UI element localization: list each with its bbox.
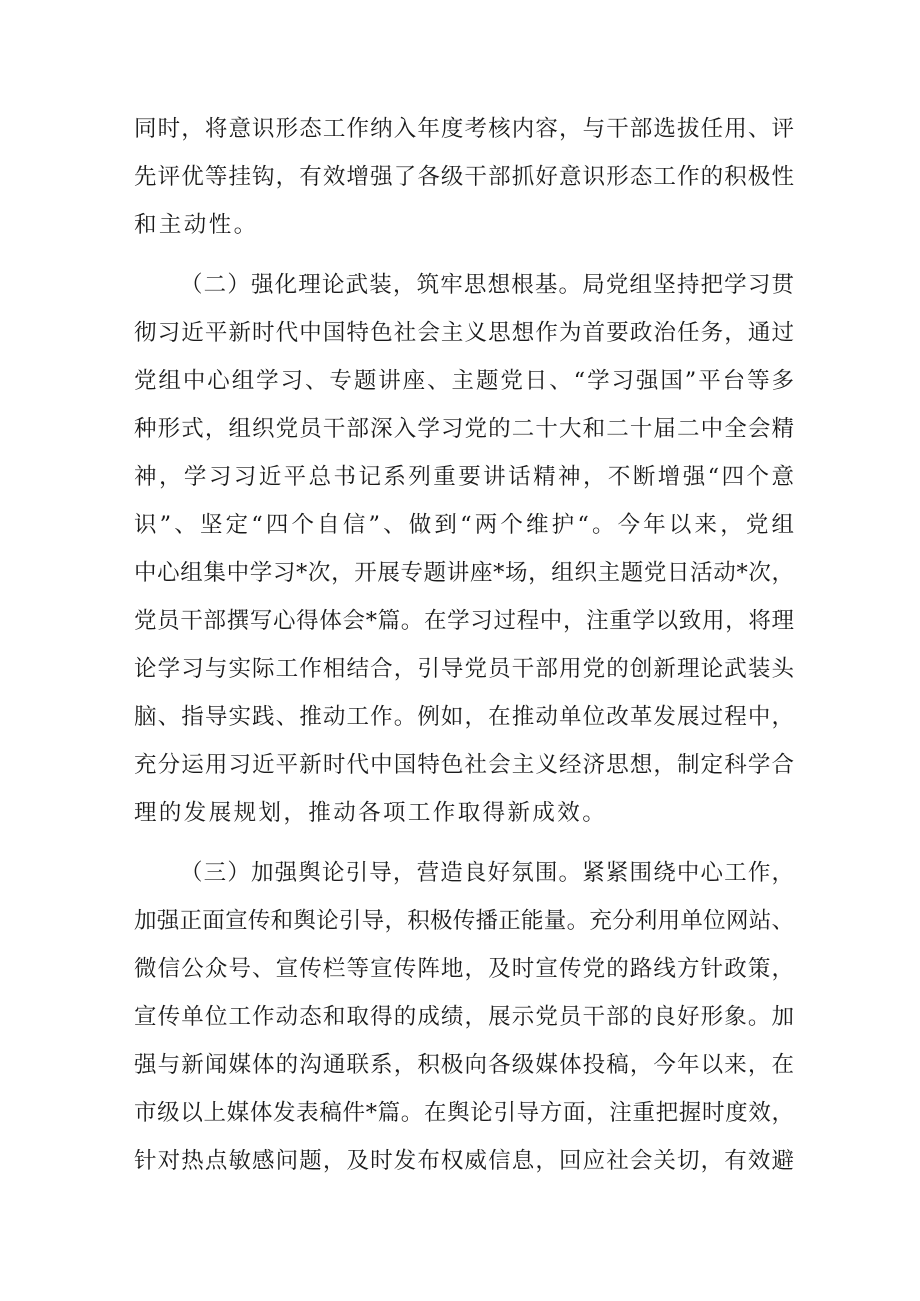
text-line: （三）加强舆论引导，营造良好氛围。紧紧围绕中心工作， bbox=[180, 860, 794, 886]
text-line: 针对热点敏感问题，及时发布权威信息，回应社会关切，有效避 bbox=[134, 1148, 794, 1174]
text-line: 种形式，组织党员干部深入学习党的二十大和二十届二中全会精 bbox=[134, 416, 794, 442]
text-line: 宣传单位工作动态和取得的成绩，展示党员干部的良好形象。加 bbox=[134, 1004, 794, 1030]
text-line: 党组中心组学习、专题讲座、主题党日、“学习强国”平台等多 bbox=[134, 368, 794, 394]
text-line: 党员干部撰写心得体会*篇。在学习过程中，注重学以致用，将理 bbox=[134, 608, 794, 634]
text-line: 论学习与实际工作相结合，引导党员干部用党的创新理论武装头 bbox=[134, 656, 794, 682]
text-line: 同时，将意识形态工作纳入年度考核内容，与干部选拔任用、评 bbox=[134, 116, 794, 142]
text-line: 市级以上媒体发表稿件*篇。在舆论引导方面，注重把握时度效， bbox=[134, 1100, 794, 1126]
text-line: 神，学习习近平总书记系列重要讲话精神，不断增强“四个意 bbox=[134, 464, 794, 490]
text-line: 先评优等挂钩，有效增强了各级干部抓好意识形态工作的积极性 bbox=[134, 164, 794, 190]
text-line: （二）强化理论武装，筑牢思想根基。局党组坚持把学习贯 bbox=[180, 272, 794, 298]
text-line: 微信公众号、宣传栏等宣传阵地，及时宣传党的路线方针政策， bbox=[134, 956, 794, 982]
text-line: 强与新闻媒体的沟通联系，积极向各级媒体投稿，今年以来，在 bbox=[134, 1052, 794, 1078]
text-line: 和主动性。 bbox=[134, 212, 259, 238]
text-line: 中心组集中学习*次，开展专题讲座*场，组织主题党日活动*次， bbox=[134, 560, 794, 586]
text-line: 脑、指导实践、推动工作。例如，在推动单位改革发展过程中， bbox=[134, 704, 794, 730]
text-line: 充分运用习近平新时代中国特色社会主义经济思想，制定科学合 bbox=[134, 752, 794, 778]
text-line: 彻习近平新时代中国特色社会主义思想作为首要政治任务，通过 bbox=[134, 320, 794, 346]
text-line: 加强正面宣传和舆论引导，积极传播正能量。充分利用单位网站、 bbox=[134, 908, 794, 934]
text-line: 理的发展规划，推动各项工作取得新成效。 bbox=[134, 800, 608, 826]
text-line: 识”、坚定“四个自信”、做到“两个维护“。今年以来，党组 bbox=[134, 512, 794, 538]
